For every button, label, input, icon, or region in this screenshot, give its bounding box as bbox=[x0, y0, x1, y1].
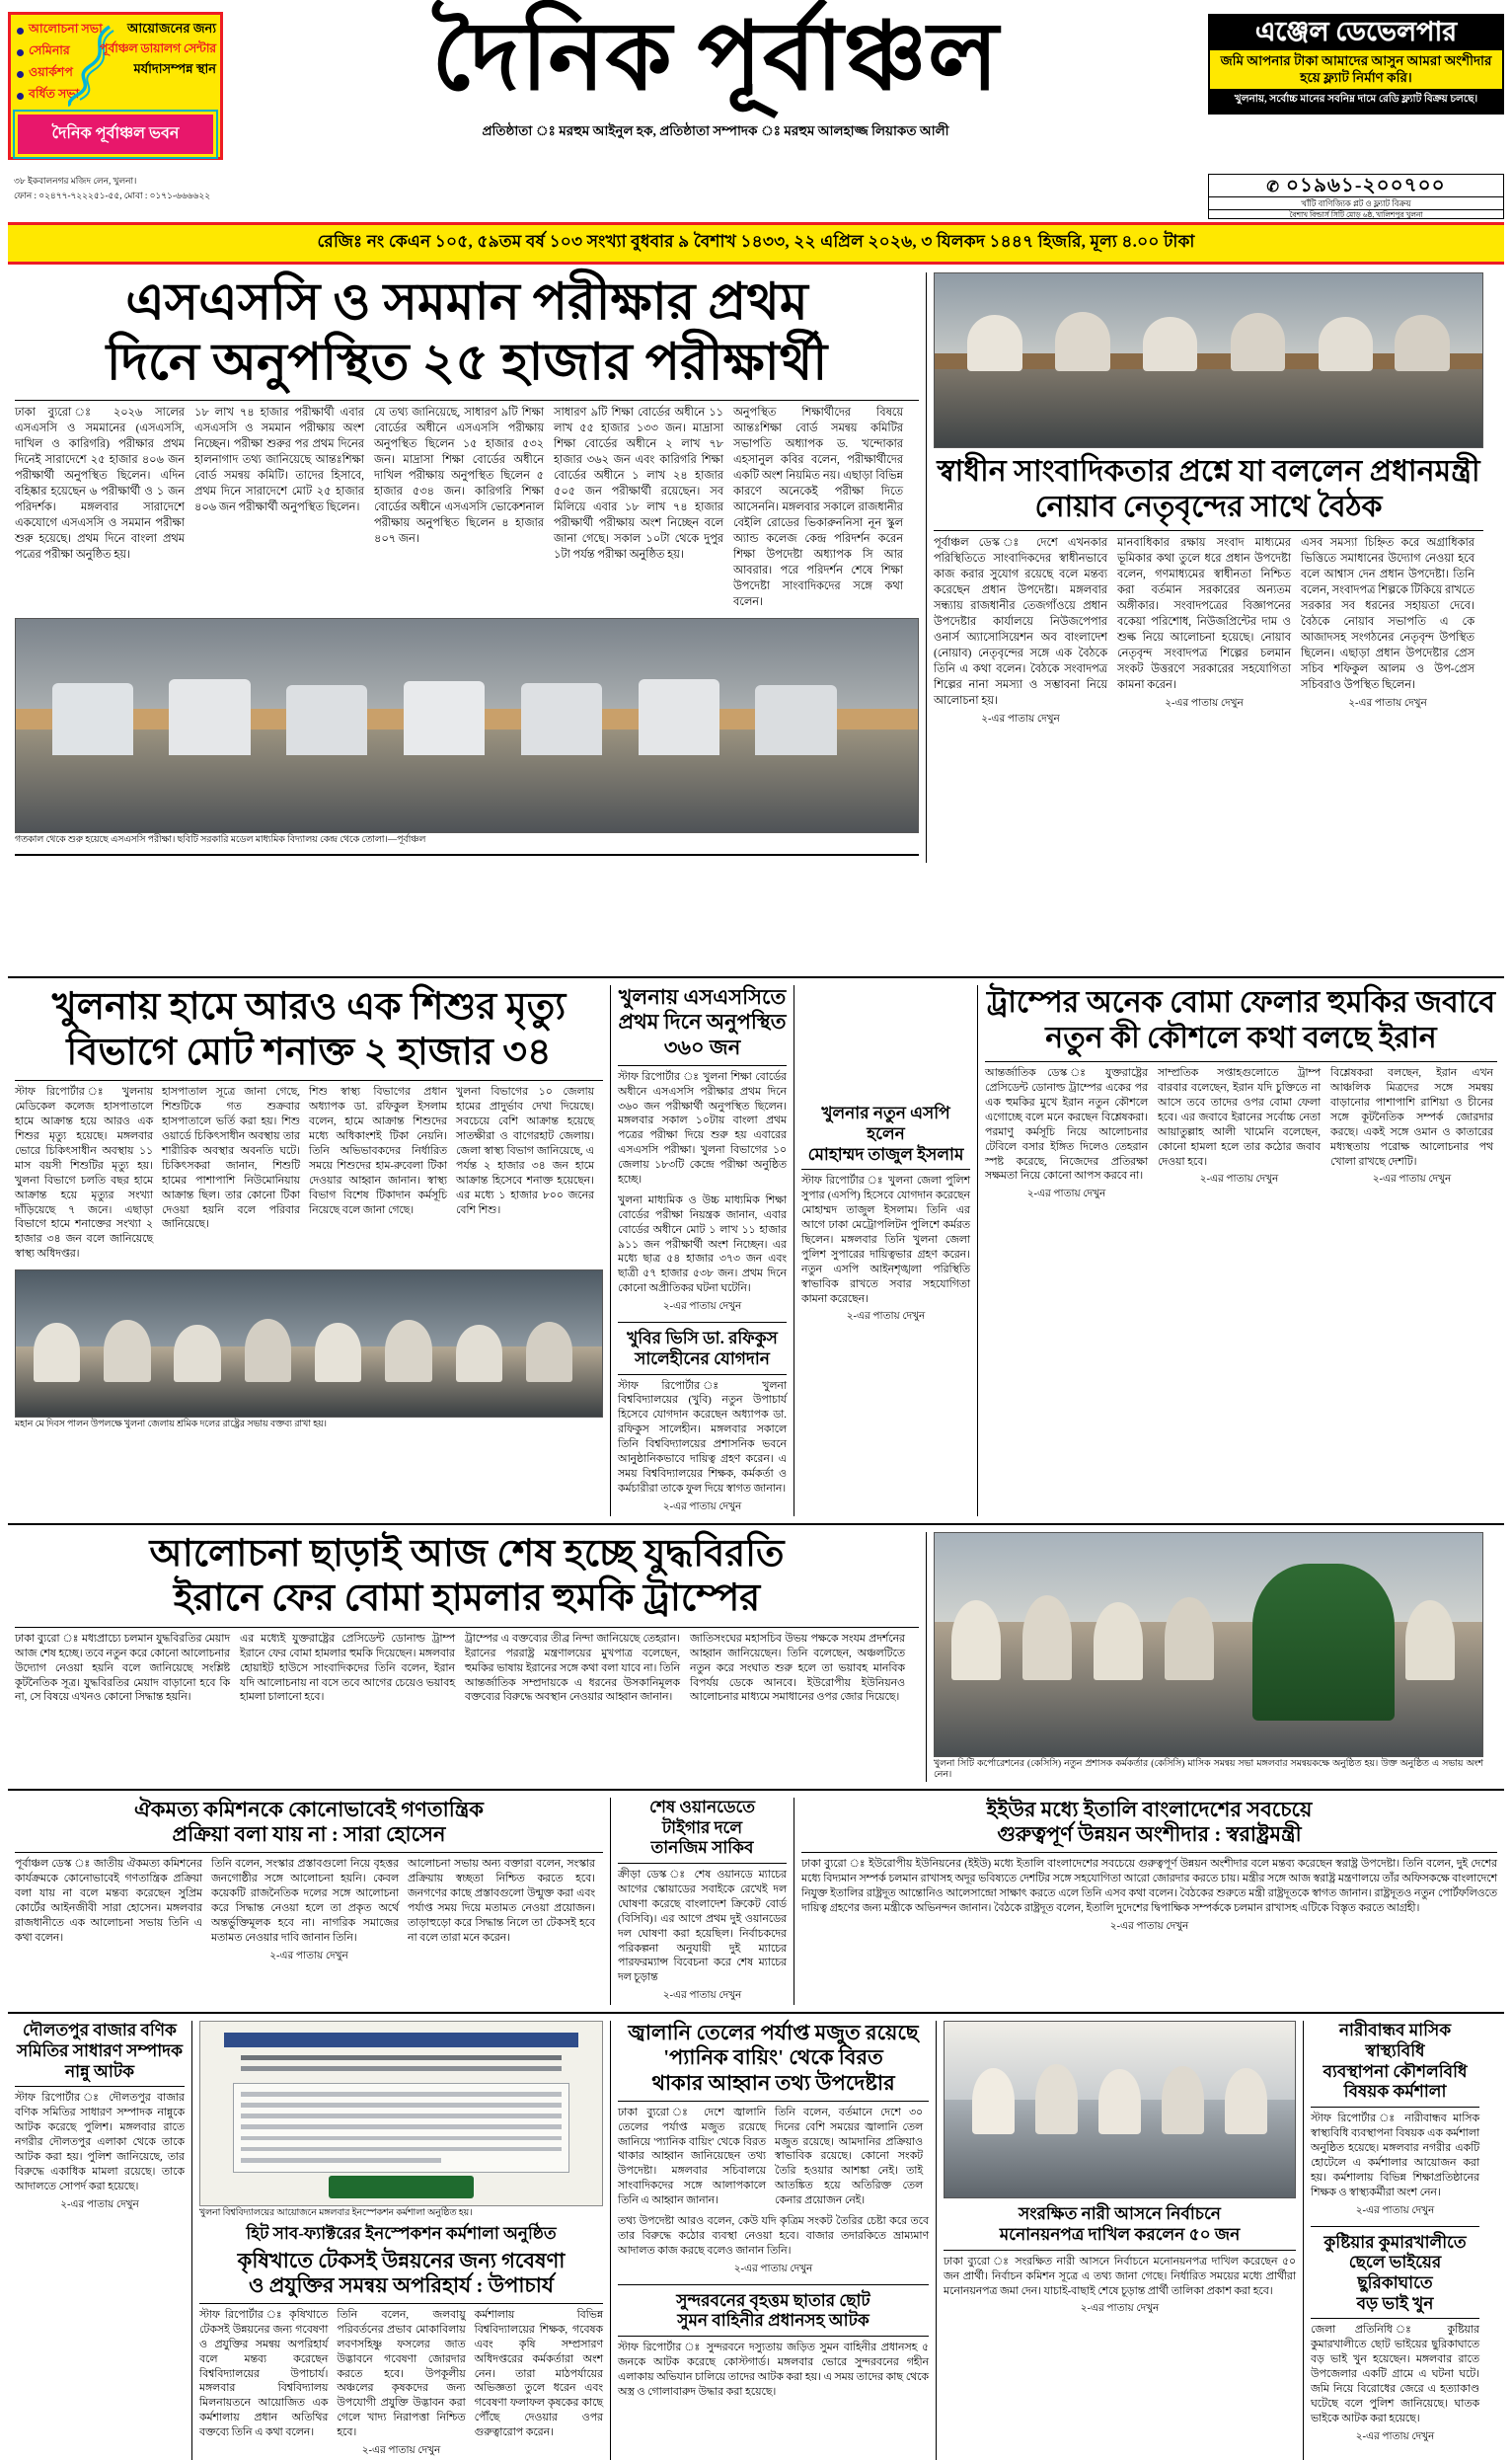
measles-paragraph: শিশু স্বাস্থ্য বিভাগের প্রধান অধ্যাপক ডা. রফিকুল ইসলাম বলেন, হামে আক্রান্ত শিশুদের মধ্যে অধিকাংশই টিকা নেয়নি। তিনি অভিভাবকদের নির্ধারিত সময়ে শিশুদের হাম-রুবেলা টিকা দেওয়ার আহ্বান জানান। স্বাস্থ্য বিভাগ বিশেষ টিকাদান কর্মসূচি নিয়েছে বলে জানা গেছে। bbox=[309, 1086, 447, 1216]
measles-paragraph: হাসপাতাল সূত্রে জানা গেছে, শিশুটিকে গত শুক্রবার হাসপাতালে ভর্তি করা হয়। শিশু ওয়ার্ডে চিকিৎসাধীন অবস্থায় তার শারীরিক অবস্থার অবনতি ঘটে। চিকিৎসকরা জানান, শিশুটি হামের পাশাপাশি নিউমোনিয়ায় আক্রান্ত ছিল। তার কোনো টিকা দেওয়া হয়নি বলে পরিবার জানিয়েছে। bbox=[162, 1086, 300, 1231]
commission-col bbox=[408, 1857, 595, 1945]
ceasefire-paragraph: এর মধ্যেই যুক্তরাষ্ট্রের প্রেসিডেন্ট ডোনাল্ড ট্রাম্প ইরানে ফের বোমা হামলার হুমকি দিয়েছেন। মঙ্গলবার হোয়াইট হাউসে সাংবাদিকদের তিনি বলেন, ইরান যদি আলোচনায় না বসে তবে আগের চেয়েও ভয়াবহ হামলা চালানো হবে। bbox=[240, 1632, 455, 1704]
commission-paragraph: তিনি বলেন, সংস্কার প্রস্তাবগুলো নিয়ে বৃহত্তর জনগোষ্ঠীর সঙ্গে আলোচনা হয়নি। কেবল কয়েকটি রাজনৈতিক দলের সঙ্গে আলোচনা করে সিদ্ধান্ত নেওয়া হলে তা প্রকৃত অর্থে অন্তর্ভুক্তিমূলক হবে না। নাগরিক সমাজের মতামত নেওয়ার দাবি জানান তিনি। bbox=[211, 1858, 399, 1944]
pm-paragraph: এসব সমস্যা চিহ্নিত করে অগ্রাধিকার ভিত্তিতে সমাধানের উদ্যোগ নেওয়া হবে বলে আশ্বাস দেন প্রধান উপদেষ্টা। তিনি বলেন, সংবাদপত্র শিল্পকে টিকিয়ে রাখতে সরকার সব ধরনের সহায়তা দেবে। বৈঠকে নোয়াব সভাপতি এ কে আজাদসহ সংগঠনের নেতৃবৃন্দ উপস্থিত ছিলেন। এছাড়া প্রধান উপদেষ্টার প্রেস সচিব শফিকুল আলম ও উপ-প্রেস সচিবরাও উপস্থিত ছিলেন। bbox=[1301, 537, 1474, 692]
measles-col bbox=[162, 1085, 300, 1262]
lead-headline-line2: দিনে অনুপস্থিত ২৫ হাজার পরীক্ষার্থী bbox=[106, 335, 828, 392]
heat-photo-caption: খুলনা বিশ্ববিদ্যালয়ের আয়োজনে মঙ্গলবার ইনস্পেকশন কর্মশালা অনুষ্ঠিত হয়। bbox=[199, 2208, 473, 2219]
measles-col bbox=[456, 1085, 594, 1262]
vc-paragraph: স্টাফ রিপোর্টার ঃ খুলনা বিশ্ববিদ্যালয়ের (খুবি) নতুন উপাচার্য হিসেবে যোগদান করেছেন অধ্যাপক ডা. রফিকুস সালেহীন। মঙ্গলবার সকালে তিনি বিশ্ববিদ্যালয়ের প্রশাসনিক ভবনে আনুষ্ঠানিকভাবে দায়িত্ব গ্রহণ করেন। এ সময় বিশ্ববিদ্যালয়ের শিক্ষক, কর্মকর্তা ও কর্মচারীরা তাকে ফুল দিয়ে স্বাগত জানান। bbox=[618, 1379, 787, 1495]
daulatpur-block bbox=[8, 2021, 191, 2460]
women-seats-block bbox=[936, 2021, 1303, 2460]
heat-col bbox=[337, 2308, 465, 2440]
italy-block bbox=[794, 1798, 1504, 2005]
measles-photo-caption: মহান মে দিবস পালন উপলক্ষে খুলনা জেলায় শ্রমিক দলের রাষ্ট্রের সভায় বক্তব্য রাখা হয়। bbox=[15, 1420, 327, 1430]
continue-link[interactable]: ২-এর পাতায় দেখুন bbox=[662, 1301, 742, 1313]
ceasefire-headline-line2: ইরানে ফের বোমা হামলার হুমকি ট্রাম্পের bbox=[173, 1577, 761, 1620]
commission-col bbox=[211, 1857, 399, 1945]
khulna-ssc-block bbox=[610, 985, 794, 1516]
ad-line-2: পূর্বাঞ্চল ডায়ালগ সেন্টার bbox=[100, 41, 216, 55]
phone-sub-1: খাঁটি বাণিজ্যিক প্লট ও ফ্ল্যাট বিক্রয় bbox=[1209, 196, 1503, 209]
ad-left-top bbox=[13, 17, 218, 108]
kcc-photo-block bbox=[926, 1532, 1490, 1782]
vc-headline-line2: সালেহীনের যোগদান bbox=[635, 1348, 770, 1368]
continue-link[interactable]: ২-এর পাতায় দেখুন bbox=[662, 1500, 742, 1512]
heat-col bbox=[199, 2308, 328, 2440]
lead-col bbox=[194, 405, 364, 610]
lead-col bbox=[733, 405, 903, 610]
kushtia-headline-line3: বড় ভাই খুন bbox=[1356, 2293, 1434, 2313]
kushtia-headline-line1: কুষ্টিয়ার কুমারখালীতে bbox=[1323, 2232, 1467, 2252]
lead-photo-caption: গতকাল থেকে শুরু হয়েছে এসএসসি পরীক্ষা। ছবিটি সরকারি মডেল মাধ্যমিক বিদ্যালয় কেন্দ্র থেকে তোলা।—পূর্বাঞ্চল bbox=[15, 835, 426, 846]
measles-col bbox=[309, 1085, 447, 1262]
lead-headline-line1: এসএসসি ও সমমান পরীক্ষার প্রথম bbox=[125, 274, 808, 331]
phone-number: ✆ ০১৯৬১-২০০৭০০ bbox=[1266, 175, 1446, 196]
sp-block bbox=[794, 985, 977, 1516]
ad-left-text-lines bbox=[90, 20, 216, 81]
daulatpur-headline-line3: নান্নু আটক bbox=[64, 2061, 135, 2081]
continue-link[interactable]: ২-এর পাতায় দেখুন bbox=[1080, 2303, 1160, 2315]
women-seats-photo bbox=[944, 2021, 1296, 2198]
kushtia-paragraph: জেলা প্রতিনিধি ঃ কুষ্টিয়ার কুমারখালীতে ছোট ভাইয়ের ছুরিকাঘাতে বড় ভাই খুন হয়েছেন। মঙ্গলবার রাতে উপজেলার একটি গ্রামে এ ঘটনা ঘটে। জমি নিয়ে বিরোধের জেরে এ হত্যাকাণ্ড ঘটেছে বলে পুলিশ জানিয়েছে। ঘাতক ভাইকে আটক করা হয়েছে। bbox=[1311, 2324, 1479, 2424]
phone-number-text: ০১৯৬১-২০০৭০০ bbox=[1285, 175, 1446, 196]
ad-building-name: দৈনিক পূর্বাঞ্চল ভবন bbox=[51, 124, 180, 142]
sundarban-headline-line2: সুমন বাহিনীর প্রধানসহ আটক bbox=[677, 2311, 869, 2331]
women-health-block bbox=[1303, 2021, 1486, 2460]
vc-headline-line1: খুবির ভিসি ডা. রফিকুস bbox=[627, 1329, 778, 1348]
pm-photo bbox=[934, 272, 1483, 448]
ad-left-building-inner bbox=[17, 114, 214, 155]
women-health-paragraph: স্টাফ রিপোর্টার ঃ নারীবান্ধব মাসিক স্বাস্থ্যবিধি ব্যবস্থাপনা বিষয়ক এক কর্মশালা অনুষ্ঠিত হয়েছে। মঙ্গলবার নগরীর একটি হোটেলে এ কর্মশালার আয়োজন করা হয়। কর্মশালায় বিভিন্ন শিক্ষাপ্রতিষ্ঠানের শিক্ষক ও স্বাস্থ্যকর্মীরা অংশ নেন। bbox=[1311, 2113, 1479, 2198]
continue-link[interactable]: ২-এর পাতায় দেখুন bbox=[733, 2263, 813, 2274]
continue-link[interactable]: ২-এর পাতায় দেখুন bbox=[1026, 1189, 1106, 1200]
ad-right-tagline: জমি আপনার টাকা আমাদের আসুন আমরা অংশীদার হয়ে ফ্ল্যাট নির্মাণ করি। bbox=[1210, 50, 1502, 90]
bomb-text-columns bbox=[985, 1066, 1497, 1203]
ad-right-brand: এঞ্জেল ডেভেলপার bbox=[1254, 17, 1458, 46]
continue-link[interactable]: ২-এর পাতায় দেখুন bbox=[846, 1311, 926, 1323]
bullet-dot-icon bbox=[17, 93, 24, 100]
ad-bullet-label: বর্ধিত সভা bbox=[29, 87, 80, 101]
continue-link[interactable]: ২-এর পাতায় দেখুন bbox=[60, 2198, 139, 2210]
women-health-headline-line3: বিষয়ক কর্মশালা bbox=[1343, 2082, 1447, 2102]
masthead bbox=[8, 6, 1504, 172]
lead-text-columns bbox=[15, 405, 919, 610]
ad-left-building-box bbox=[13, 110, 218, 159]
khulna-ssc-paragraph: খুলনা মাধ্যমিক ও উচ্চ মাধ্যমিক শিক্ষা বোর্ডের পরীক্ষা নিয়ন্ত্রক জানান, এবার বোর্ডের অধীনে মোট ১ লাখ ১১ হাজার ৯১১ জন পরীক্ষার্থী অংশ নিচ্ছেন। এর মধ্যে ছাত্র ৫৪ হাজার ৩৭৩ জন এবং ছাত্রী ৫৭ হাজার ৫৩৮ জন। প্রথম দিনে কোনো অপ্রীতিকর ঘটনা ঘটেনি। bbox=[618, 1193, 787, 1295]
lead-paragraph: যে তথ্য জানিয়েছে, সাধারণ ৯টি শিক্ষা বোর্ডের অধীনে এসএসসি পরীক্ষায় অনুপস্থিত ছিলেন ১৫ হাজার ৫৩২ জন। মাদ্রাসা শিক্ষা বোর্ডের অধীনে দাখিল পরীক্ষায় অনুপস্থিত ছিলেন ৫ হাজার ৫৩৪ জন। কারিগরি শিক্ষা বোর্ডের অধীনে এসএসসি ভোকেশনাল পরীক্ষায় অনুপস্থিত ছিলেন ৪ হাজার ৪০৭ জন। bbox=[374, 406, 544, 545]
women-health-headline-line1: নারীবান্ধব মাসিক স্বাস্থ্যবিধি bbox=[1338, 2021, 1452, 2060]
bomb-block bbox=[977, 985, 1504, 1516]
sakib-paragraph: ক্রীড়া ডেস্ক ঃ শেষ ওয়ানডে ম্যাচের আগের স্কোয়াডের সবাইকে রেখেই দল ঘোষণা করেছে বাংলাদেশ ক্রিকেট বোর্ড (বিসিবি)। এর আগে প্রথম দুই ওয়ানডের দল ঘোষণা করা হয়েছিল। নির্বাচকদের পরিকল্পনা অনুযায়ী দুই ম্যাচের পারফরম্যান্স বিবেচনা করে শেষ ম্যাচের দল চূড়ান্ত bbox=[618, 1869, 787, 1984]
bomb-headline-line1: ট্রাম্পের অনেক বোমা ফেলার হুমকির জবাবে bbox=[986, 986, 1496, 1020]
fuel-headline-line2: 'প্যানিক বায়িং' থেকে বিরত bbox=[663, 2045, 883, 2070]
continue-link[interactable]: ২-এর পাতায় দেখুন bbox=[981, 714, 1060, 726]
bullet-dot-icon bbox=[17, 71, 24, 78]
continue-link[interactable]: ২-এর পাতায় দেখুন bbox=[1355, 2204, 1435, 2216]
bullet-dot-icon bbox=[17, 49, 24, 56]
heat-headline-line1: হিট সাব-ফ্যাক্টরের ইনস্পেকশন কর্মশালা অনুষ্ঠিত bbox=[246, 2223, 557, 2243]
daulatpur-headline-line1: দৌলতপুর বাজার বণিক bbox=[23, 2021, 177, 2040]
ceasefire-col bbox=[465, 1632, 680, 1705]
fuel-paragraph: তথ্য উপদেষ্টা আরও বলেন, কেউ যদি কৃত্রিম সংকট তৈরির চেষ্টা করে তবে তার বিরুদ্ধে কঠোর ব্যবস্থা নেওয়া হবে। বাজার তদারকিতে ভ্রাম্যমাণ আদালত কাজ করছে বলেও জানান তিনি। bbox=[618, 2215, 929, 2257]
continue-link[interactable]: ২-এর পাতায় দেখুন bbox=[1165, 698, 1244, 710]
heat-document-photo bbox=[199, 2021, 603, 2206]
measles-headline-line1: খুলনায় হামে আরও এক শিশুর মৃত্যু bbox=[51, 986, 567, 1029]
ceasefire-block bbox=[8, 1532, 926, 1782]
sp-headline-line2: মোহাম্মদ তাজুল ইসলাম bbox=[807, 1144, 964, 1164]
commission-block bbox=[8, 1798, 610, 2005]
daulatpur-headline-line2: সমিতির সাধারণ সম্পাদক bbox=[17, 2040, 183, 2060]
italy-paragraph: ঢাকা ব্যুরো ঃ ইউরোপীয় ইউনিয়নের (ইইউ) মধ্যে ইতালি বাংলাদেশের সবচেয়ে গুরুত্বপূর্ণ উন্নয়ন অংশীদার বলে মন্তব্য করেছেন স্বরাষ্ট্র উপদেষ্টা। তিনি বলেন, দুই দেশের মধ্যে বিদ্যমান সম্পর্ক চলমান রাখাসহ অদূর ভবিষ্যতে দেশটির সঙ্গে সহযোগিতা আরো জোরদার করতে চায়। মন্ত্রীর সঙ্গে আজ স্বরাষ্ট্র মন্ত্রণালয়ে তাঁর অফিসকক্ষে বাংলাদেশে নিযুক্ত ইতালির রাষ্ট্রদূত আন্তোনিও আলেসান্দ্রো সাক্ষাৎ করতে এলে তিনি এসব কথা বলেন। বৈঠকের শুরুতে মন্ত্রী রাষ্ট্রদূতকে স্বাগত জানান। রাষ্ট্রদূতও নতুন পোর্টফলিওতে দায়িত্ব গ্রহণের জন্য মন্ত্রীকে অভিনন্দন জানান। বৈঠকে রাষ্ট্রদূত বলেন, ইতালি দুদেশের দ্বিপাক্ষিক সম্পর্ককে চলমান রাখাসহ এটিকে বিস্তৃত করতে আগ্রহী। bbox=[801, 1858, 1497, 1914]
ad-address: ৩৮ ইকবালনগর মজিদ লেন, খুলনা। bbox=[14, 176, 137, 186]
content bbox=[8, 272, 1504, 2460]
phone-sub-2: বৈশাখ বিল্ডার্স সিটি মোড় ৬ষ্ঠ, খালিশপুর খুলনা bbox=[1209, 209, 1503, 221]
commission-paragraph: পূর্বাঞ্চল ডেস্ক ঃ জাতীয় ঐকমত্য কমিশনের কার্যক্রমকে কোনোভাবেই গণতান্ত্রিক প্রক্রিয়া বলা যায় না বলে মন্তব্য করেছেন সুপ্রিম কোর্টের আইনজীবী সারা হোসেন। মঙ্গলবার রাজধানীতে এক আলোচনা সভায় তিনি এ কথা বলেন। bbox=[15, 1858, 202, 1944]
measles-text-columns bbox=[15, 1085, 603, 1262]
commission-headline-line1: ঐকমত্য কমিশনকে কোনোভাবেই গণতান্ত্রিক bbox=[133, 1797, 485, 1821]
ceasefire-col bbox=[240, 1632, 455, 1705]
ceasefire-headline-line1: আলোচনা ছাড়াই আজ শেষ হচ্ছে যুদ্ধবিরতি bbox=[149, 1532, 785, 1575]
kushtia-headline-line2: ছেলে ভাইয়ের ছুরিকাঘাতে bbox=[1348, 2253, 1442, 2292]
bomb-col bbox=[1330, 1066, 1493, 1203]
ceasefire-paragraph: ট্রাম্পের এ বক্তব্যের তীব্র নিন্দা জানিয়েছে তেহরান। ইরানের পররাষ্ট্র মন্ত্রণালয়ের মুখপাত্র বলেছেন, হুমকির ভাষায় ইরানের সঙ্গে কথা বলা যাবে না। তিনি আন্তর্জাতিক সম্প্রদায়কে এ ধরনের উসকানিমূলক বক্তব্যের বিরুদ্ধে অবস্থান নেওয়ার আহ্বান জানান। bbox=[465, 1632, 680, 1704]
measles-paragraph: স্টাফ রিপোর্টার ঃ খুলনায় মেডিকেল কলেজ হাসপাতালে হামে আক্রান্ত হয়ে আরও এক শিশুর মৃত্যু হয়েছে। মঙ্গলবার ভোরে চিকিৎসাধীন অবস্থায় ১১ মাস বয়সী শিশুটির মৃত্যু হয়। খুলনা বিভাগে চলতি বছর হামে আক্রান্ত হয়ে মৃত্যুর সংখ্যা দাঁড়িয়েছে ৭ জনে। এছাড়া বিভাগে হামে শনাক্তের সংখ্যা ২ হাজার ৩৪ জন বলে জানিয়েছে স্বাস্থ্য অধিদপ্তর। bbox=[15, 1086, 153, 1261]
khulna-ssc-paragraph: স্টাফ রিপোর্টার ঃ খুলনা শিক্ষা বোর্ডের অধীনে এসএসসি পরীক্ষার প্রথম দিনে ৩৬০ জন পরীক্ষার্থী অনুপস্থিত ছিলেন। মঙ্গলবার সকাল ১০টায় বাংলা প্রথম পত্রের পরীক্ষা দিয়ে শুরু হয় এবারের এসএসসি পরীক্ষা। খুলনা বিভাগের ১০ জেলায় ১৮৩টি কেন্দ্রে পরীক্ষা অনুষ্ঠিত হচ্ছে। bbox=[618, 1070, 787, 1186]
info-strip bbox=[8, 174, 1504, 219]
phone-box[interactable] bbox=[1208, 174, 1504, 219]
ceasefire-col bbox=[15, 1632, 230, 1705]
continue-link[interactable]: ২-এর পাতায় দেখুন bbox=[1348, 698, 1427, 710]
ad-phones: ফোন : ০২৪৭৭-৭২২২৫১-৫৫, মোবা : ০১৭১-৬৬৬৬২২ bbox=[14, 191, 211, 200]
bullet-dot-icon bbox=[17, 28, 24, 35]
heat-block bbox=[191, 2021, 610, 2460]
row-lead bbox=[8, 272, 1504, 863]
bomb-col bbox=[1158, 1066, 1321, 1203]
women-seats-headline-line2: মনোনয়নপত্র দাখিল করলেন ৫০ জন bbox=[999, 2224, 1241, 2244]
fuel-headline-line1: জ্বালানি তেলের পর্যাপ্ত মজুত রয়েছে bbox=[628, 2021, 919, 2045]
continue-link[interactable]: ২-এর পাতায় দেখুন bbox=[361, 2444, 441, 2456]
ad-bullet-label: আলোচনা সভা bbox=[29, 22, 103, 36]
commission-paragraph: আলোচনা সভায় অন্য বক্তারা বলেন, সংস্কার প্রক্রিয়ায় স্বচ্ছতা নিশ্চিত করতে হবে। জনগণের কাছে প্রস্তাবগুলো উন্মুক্ত করা এবং পর্যাপ্ত সময় দিয়ে মতামত নেওয়া প্রয়োজন। তাড়াহুড়ো করে সিদ্ধান্ত নিলে তা টেকসই হবে না বলে তারা মনে করেন। bbox=[408, 1858, 595, 1944]
khulna-ssc-headline-line3: ৩৬০ জন bbox=[663, 1035, 741, 1059]
lead-photo bbox=[15, 618, 919, 833]
bomb-col bbox=[985, 1066, 1148, 1203]
khulna-ssc-headline-line1: খুলনায় এসএসসিতে bbox=[618, 985, 787, 1010]
sakib-block bbox=[610, 1798, 794, 2005]
ad-bullet-label: ওয়ার্কশপ bbox=[29, 65, 73, 79]
ceasefire-col bbox=[690, 1632, 905, 1705]
lead-paragraph: সাধারণ ৯টি শিক্ষা বোর্ডের অধীনে ১১ লাখ ৫৫ হাজার ১৩৩ জন। মাদ্রাসা শিক্ষা বোর্ডের অধীনে ২ লাখ ৭৮ হাজার ৩৬২ জন এবং কারিগরি শিক্ষা বোর্ডের অধীনে ১ লাখ ২৪ হাজার ৫০৫ জন পরীক্ষার্থী রয়েছেন। সব মিলিয়ে এবার ১৮ লাখ ৭৪ হাজার পরীক্ষার্থী পরীক্ষায় অংশ নিচ্ছেন বলে জানা গেছে। সকাল ১০টা থেকে দুপুর ১টা পর্যন্ত পরীক্ষা অনুষ্ঠিত হয়। bbox=[554, 406, 723, 561]
measles-photo bbox=[15, 1269, 603, 1418]
row-four bbox=[8, 1798, 1504, 2005]
ad-right-angel-developer[interactable] bbox=[1208, 14, 1504, 115]
bomb-paragraph: বিশ্লেষকরা বলছেন, ইরান এখন আঞ্চলিক মিত্রদের সঙ্গে সমন্বয় বাড়ানোর পাশাপাশি রাশিয়া ও চীনের সঙ্গে কূটনৈতিক সম্পর্ক জোরদার করছে। একই সঙ্গে ওমান ও কাতারের মধ্যস্থতায় পরোক্ষ আলোচনার পথ খোলা রাখছে দেশটি। bbox=[1330, 1067, 1493, 1168]
pm-headline-line2: নোয়াব নেতৃবৃন্দের সাথে বৈঠক bbox=[1034, 491, 1383, 523]
sundarban-paragraph: স্টাফ রিপোর্টার ঃ সুন্দরবনে দস্যুতায় জড়িত সুমন বাহিনীর প্রধানসহ ৫ জনকে আটক করেছে কোস্টগার্ড। মঙ্গলবার ভোরে সুন্দরবনের গহীন এলাকায় অভিযান চালিয়ে তাদের আটক করা হয়। এ সময় তাদের কাছ থেকে অস্ত্র ও গোলাবারুদ উদ্ধার করা হয়েছে। bbox=[618, 2342, 929, 2398]
lead-block bbox=[8, 272, 926, 863]
lead-paragraph: অনুপস্থিত শিক্ষার্থীদের বিষয়ে আন্তঃশিক্ষা বোর্ড সমন্বয় কমিটির সভাপতি অধ্যাপক ড. খন্দোকার এহসানুল কবির বলেন, পরীক্ষার্থীদের একটি অংশ নিয়মিত নয়। এছাড়া বিভিন্ন কারণে অনেকেই পরীক্ষা দিতে আসেননি। মঙ্গলবার সকালে রাজধানীর বেইলি রোডের ভিকারুননিসা নূন স্কুল অ্যান্ড কলেজ কেন্দ্র পরিদর্শন করেন শিক্ষা উপদেষ্টা অধ্যাপক সি আর আবরার। পরে পরিদর্শন শেষে শিক্ষা উপদেষ্টা সাংবাদিকদের সঙ্গে কথা বলেন। bbox=[733, 406, 903, 609]
registration-bar: রেজিঃ নং কেএন ১০৫, ৫৯তম বর্ষ ১০৩ সংখ্যা বুধবার ৯ বৈশাখ ১৪৩৩, ২২ এপ্রিল ২০২৬, ৩ যিলকদ ১৪৪৭ হিজরি, মূল্য ৪.০০ টাকা bbox=[8, 222, 1504, 265]
page-title: দৈনিক পূর্বাঞ্চল bbox=[431, 4, 1000, 110]
row-three bbox=[8, 1532, 1504, 1782]
ad-right-footer: খুলনায়, সর্বোচ্চ মানের সবনিম্ন দামে রেডি ফ্ল্যাট বিক্রয় চলছে। bbox=[1234, 94, 1478, 106]
measles-col bbox=[15, 1085, 153, 1262]
lead-paragraph: ১৮ লাখ ৭৪ হাজার পরীক্ষার্থী এবার এসএসসি ও সমমান পরীক্ষায় অংশ নিচ্ছেন। পরীক্ষা শুরুর পর প্রথম দিনের হালনাগাদ তথ্য জানিয়েছে আন্তঃশিক্ষা বোর্ড সমন্বয় কমিটি। তাদের হিসাবে, প্রথম দিনে সারাদেশে মোট ২৫ হাজার ৪০৬ জন পরীক্ষার্থী অনুপস্থিত ছিলেন। bbox=[194, 406, 364, 513]
fuel-paragraph: তিনি বলেন, বর্তমানে দেশে ৩০ দিনের বেশি সময়ের জ্বালানি তেল মজুত রয়েছে। আমদানির প্রক্রিয়াও স্বাভাবিক রয়েছে। কোনো সংকট তৈরি হওয়ার আশঙ্কা নেই। তাই আতঙ্কিত হয়ে অতিরিক্ত তেল কেনার প্রয়োজন নেই। bbox=[775, 2106, 923, 2207]
kcc-photo bbox=[934, 1532, 1483, 1757]
lead-paragraph: ঢাকা ব্যুরো ঃ ২০২৬ সালের এসএসসি ও সমমানের (এসএসসি, দাখিল ও কারিগরি) পরীক্ষার প্রথম দিনেই সারাদেশে ২৫ হাজার ৪০৬ জন পরীক্ষার্থী অনুপস্থিত ছিলেন। এদিন বহিষ্কার হয়েছেন ৬ পরীক্ষার্থী ও ১ জন পরিদর্শক। মঙ্গলবার সারাদেশে একযোগে এসএসসি ও সমমান পরীক্ষা শুরু হয়েছে। প্রথম দিনে বাংলা প্রথম পত্রের পরীক্ষা অনুষ্ঠিত হয়। bbox=[15, 406, 185, 561]
pm-paragraph: মানবাধিকার রক্ষায় সংবাদ মাধ্যমের ভূমিকার কথা তুলে ধরে প্রধান উপদেষ্টা বলেন, গণমাধ্যমের স্বাধীনতা নিশ্চিত করা বর্তমান সরকারের অন্যতম অঙ্গীকার। সংবাদপত্রের বিজ্ঞাপনের বকেয়া পরিশোধ, নিউজপ্রিন্টের দাম ও শুল্ক নিয়ে আলোচনা হয়েছে। নোয়াব নেতৃবৃন্দ সংবাদপত্র শিল্পের চলমান সংকট উত্তরণে সরকারের সহযোগিতা কামনা করেন। bbox=[1117, 537, 1291, 692]
fuel-paragraph: ঢাকা ব্যুরো ঃ দেশে জ্বালানি তেলের পর্যাপ্ত মজুত রয়েছে জানিয়ে 'প্যানিক বায়িং' থেকে বিরত থাকার আহ্বান জানিয়েছেন তথ্য উপদেষ্টা। মঙ্গলবার সচিবালয়ে সাংবাদিকদের সঙ্গে আলাপকালে তিনি এ আহ্বান জানান। bbox=[618, 2106, 766, 2207]
heat-col bbox=[475, 2308, 603, 2440]
continue-link[interactable]: ২-এর পাতায় দেখুন bbox=[1355, 2430, 1435, 2442]
pm-block bbox=[926, 272, 1490, 863]
kcc-photo-caption: খুলনা সিটি কর্পোরেশনের (কেসিসি) নতুন প্রশাসক কর্মকর্তার (কেসিসি) মাসিক সমন্বয় সভা মঙ্গলবার সমন্বয়কক্ষে অনুষ্ঠিত হয়। উক্ত অনুষ্ঠিত এ সভায় অংশ নেন। bbox=[934, 1758, 1483, 1781]
measles-paragraph: খুলনা বিভাগের ১০ জেলায় হামের প্রাদুর্ভাব দেখা দিয়েছে। সবচেয়ে বেশি আক্রান্ত হয়েছে সাতক্ষীরা ও বাগেরহাট জেলায়। জেলা স্বাস্থ্য বিভাগ জানিয়েছে, এ পর্যন্ত ২ হাজার ৩৪ জন হামে আক্রান্ত হিসেবে শনাক্ত হয়েছেন। এর মধ্যে ১ হাজার ৮০০ জনের বেশি শিশু। bbox=[456, 1086, 594, 1216]
women-seats-paragraph: ঢাকা ব্যুরো ঃ সংরক্ষিত নারী আসনে নির্বাচনে মনোনয়নপত্র দাখিল করেছেন ৫০ জন প্রার্থী। নির্বাচন কমিশন সূত্রে এ তথ্য জানা গেছে। নির্ধারিত সময়ের মধ্যে প্রার্থীরা মনোনয়নপত্র জমা দেন। যাচাই-বাছাই শেষে চূড়ান্ত প্রার্থী তালিকা প্রকাশ করা হবে। bbox=[944, 2255, 1296, 2297]
measles-headline-line2: বিভাগে মোট শনাক্ত ২ হাজার ৩৪ bbox=[66, 1031, 552, 1073]
pm-paragraph: পূর্বাঞ্চল ডেস্ক ঃ দেশে এখনকার পরিস্থিতিতে সাংবাদিকদের স্বাধীনভাবে কাজ করার সুযোগ রয়েছে বলে মন্তব্য করেছেন প্রধান উপদেষ্টা। মঙ্গলবার সন্ধ্যায় রাজধানীর তেজগাঁওয়ে প্রধান উপদেষ্টার কার্যালয়ে নিউজপেপার ওনার্স অ্যাসোসিয়েশন অব বাংলাদেশ (নোয়াব) নেতৃবৃন্দের সঙ্গে এক বৈঠকে তিনি এ কথা বলেন। বৈঠকে সংবাদপত্র শিল্পের নানা সমস্যা ও সম্ভাবনা নিয়ে আলোচনা হয়। bbox=[934, 537, 1107, 708]
heat-headline-line3: ও প্রযুক্তির সমন্বয় অপরিহার্য : উপাচার্য bbox=[249, 2272, 554, 2297]
continue-link[interactable]: ২-এর পাতায় দেখুন bbox=[662, 1990, 742, 2002]
heat-paragraph: কর্মশালায় বিভিন্ন বিশ্ববিদ্যালয়ের শিক্ষক, গবেষক এবং কৃষি সম্প্রসারণ অধিদপ্তরের কর্মকর্তারা অংশ নেন। তারা মাঠপর্যায়ের অভিজ্ঞতা তুলে ধরেন এবং গবেষণা ফলাফল কৃষকের কাছে পৌঁছে দেওয়ার ওপর গুরুত্বারোপ করেন। bbox=[474, 2308, 603, 2439]
sakib-headline-line2: টাইগার দলে bbox=[661, 1817, 743, 1837]
fuel-col bbox=[775, 2106, 923, 2208]
lead-col bbox=[15, 405, 185, 610]
founders-line: প্রতিষ্ঠাতা ঃ মরহুম আইনুল হক, প্রতিষ্ঠাতা সম্পাদক ঃ মরহুম আলহাজ্জ লিয়াকত আলী bbox=[482, 123, 949, 138]
heat-headline-line2: কৃষিখাতে টেকসই উন্নয়নের জন্য গবেষণা bbox=[237, 2248, 566, 2272]
commission-col bbox=[15, 1857, 202, 1945]
ad-line-1: আয়োজনের জন্য bbox=[127, 21, 216, 36]
sp-headline-line1: খুলনার নতুন এসপি হলেন bbox=[821, 1104, 950, 1143]
bomb-paragraph: সাম্প্রতিক সপ্তাহগুলোতে ট্রাম্প বারবার বলেছেন, ইরান যদি চুক্তিতে না আসে তবে তাদের ওপর বোমা ফেলা হবে। এর জবাবে ইরানের সর্বোচ্চ নেতা আয়াতুল্লাহ আলী খামেনি বলেছেন, কোনো হামলা হলে তার কঠোর জবাব দেওয়া হবে। bbox=[1158, 1067, 1321, 1168]
continue-link[interactable]: ২-এর পাতায় দেখুন bbox=[1372, 1174, 1452, 1186]
continue-link[interactable]: ২-এর পাতায় দেখুন bbox=[269, 1950, 348, 1961]
heat-paragraph: স্টাফ রিপোর্টার ঃ কৃষিখাতে টেকসই উন্নয়নের জন্য গবেষণা ও প্রযুক্তির সমন্বয় অপরিহার্য বলে মন্তব্য করেছেন বিশ্ববিদ্যালয়ের উপাচার্য। মঙ্গলবার বিশ্ববিদ্যালয় মিলনায়তনে আয়োজিত এক কর্মশালায় প্রধান অতিথির বক্তব্যে তিনি এ কথা বলেন। bbox=[199, 2308, 329, 2439]
masthead-address-left bbox=[8, 174, 1208, 219]
lead-col bbox=[554, 405, 723, 610]
continue-link[interactable]: ২-এর পাতায় দেখুন bbox=[1109, 1920, 1189, 1932]
daulatpur-paragraph: স্টাফ রিপোর্টার ঃ দৌলতপুর বাজার বণিক সমিতির সাধারণ সম্পাদক নান্নুকে আটক করেছে পুলিশ। মঙ্গলবার রাতে নগরীর দৌলতপুর এলাকা থেকে তাকে আটক করা হয়। পুলিশ জানিয়েছে, তার বিরুদ্ধে একাধিক মামলা রয়েছে। তাকে আদালতে সোপর্দ করা হয়েছে। bbox=[15, 2092, 185, 2192]
heat-text-columns bbox=[199, 2308, 603, 2440]
ceasefire-text-columns bbox=[15, 1632, 919, 1705]
measles-block bbox=[8, 985, 610, 1516]
title-block bbox=[223, 6, 1208, 143]
lead-col bbox=[374, 405, 544, 610]
fuel-block bbox=[610, 2021, 936, 2460]
sundarban-headline-line1: সুন্দরবনের বৃহত্তম ছাতার ছোট bbox=[676, 2290, 870, 2310]
italy-headline-line1: ইইউর মধ্যে ইতালি বাংলাদেশের সবচেয়ে bbox=[986, 1797, 1313, 1821]
fuel-headline-line3: থাকার আহ্বান তথ্য উপদেষ্টার bbox=[651, 2070, 895, 2095]
women-health-headline-line2: ব্যবস্থাপনা কৌশলবিধি bbox=[1323, 2061, 1468, 2081]
fuel-text-columns bbox=[618, 2106, 929, 2208]
row-five bbox=[8, 2021, 1504, 2460]
ad-line-3: মর্যাদাসম্পন্ন স্থান bbox=[133, 61, 216, 76]
italy-headline-line2: গুরুত্বপূর্ণ উন্নয়ন অংশীদার : স্বরাষ্ট্রমন্ত্রী bbox=[997, 1822, 1302, 1847]
ad-left-dialog-centre[interactable] bbox=[8, 12, 223, 160]
commission-text-columns bbox=[15, 1857, 603, 1945]
bomb-headline-line2: নতুন কী কৌশলে কথা বলছে ইরান bbox=[1045, 1022, 1437, 1055]
khulna-ssc-headline-line2: প্রথম দিনে অনুপস্থিত bbox=[618, 1010, 787, 1035]
women-seats-headline-line1: সংরক্ষিত নারী আসনে নির্বাচনে bbox=[1019, 2204, 1221, 2224]
pm-headline-line1: স্বাধীন সাংবাদিকতার প্রশ্নে যা বললেন প্রধানমন্ত্রী bbox=[937, 455, 1480, 488]
sp-paragraph: স্টাফ রিপোর্টার ঃ খুলনা জেলা পুলিশ সুপার (এসপি) হিসেবে যোগদান করেছেন মোহাম্মদ তাজুল ইসলাম। তিনি এর আগে ঢাকা মেট্রোপলিটন পুলিশে কর্মরত ছিলেন। মঙ্গলবার তিনি খুলনা জেলা পুলিশ সুপারের দায়িত্বভার গ্রহণ করেন। নতুন এসপি আইনশৃঙ্খলা পরিস্থিতি স্বাভাবিক রাখতে সবার সহযোগিতা কামনা করেছেন। bbox=[801, 1175, 970, 1305]
ceasefire-paragraph: ঢাকা ব্যুরো ঃ মধ্যপ্রাচ্যে চলমান যুদ্ধবিরতির মেয়াদ আজ শেষ হচ্ছে। তবে নতুন করে কোনো আলোচনার উদ্যোগ নেওয়া হয়নি বলে জানিয়েছে সংশ্লিষ্ট কূটনৈতিক সূত্র। যুদ্ধবিরতির মেয়াদ বাড়ানো হবে কি না, সে বিষয়ে এখনও কোনো সিদ্ধান্ত হয়নি। bbox=[15, 1632, 230, 1704]
heat-paragraph: তিনি বলেন, জলবায়ু পরিবর্তনের প্রভাব মোকাবিলায় লবণসহিষ্ণু ফসলের জাত উদ্ভাবনে গবেষণা জোরদার করতে হবে। উপকূলীয় অঞ্চলের কৃষকদের জন্য উপযোগী প্রযুক্তি উদ্ভাবন করা গেলে খাদ্য নিরাপত্তা নিশ্চিত হবে। bbox=[337, 2308, 466, 2439]
ad-bullet-label: সেমিনার bbox=[29, 43, 70, 57]
continue-link[interactable]: ২-এর পাতায় দেখুন bbox=[1199, 1174, 1279, 1186]
commission-headline-line2: প্রক্রিয়া বলা যায় না : সারা হোসেন bbox=[172, 1822, 446, 1847]
sakib-headline-line1: শেষ ওয়ানডেতে bbox=[648, 1797, 756, 1816]
fuel-col bbox=[618, 2106, 766, 2208]
ceasefire-paragraph: জাতিসংঘের মহাসচিব উভয় পক্ষকে সংযম প্রদর্শনের আহ্বান জানিয়েছেন। তিনি বলেছেন, অঞ্চলটিতে নতুন করে সংঘাত শুরু হলে তা ভয়াবহ মানবিক বিপর্যয় ডেকে আনবে। ইউরোপীয় ইউনিয়নও আলোচনার মাধ্যমে সমাধানের ওপর জোর দিয়েছে। bbox=[690, 1632, 905, 1704]
sakib-headline-line3: তানজিম সাকিব bbox=[650, 1838, 754, 1858]
row-two bbox=[8, 985, 1504, 1516]
bomb-paragraph: আন্তর্জাতিক ডেস্ক ঃ যুক্তরাষ্ট্রের প্রেসিডেন্ট ডোনাল্ড ট্রাম্পের একের পর এক হুমকির মুখে ইরান নতুন কৌশলে এগোচ্ছে বলে মনে করছেন বিশ্লেষকরা। পরমাণু কর্মসূচি নিয়ে আলোচনার টেবিলে বসার ইঙ্গিত দিলেও তেহরান স্পষ্ট করেছে, নিজেদের প্রতিরক্ষা সক্ষমতা নিয়ে কোনো আপস করবে না। bbox=[985, 1067, 1148, 1183]
